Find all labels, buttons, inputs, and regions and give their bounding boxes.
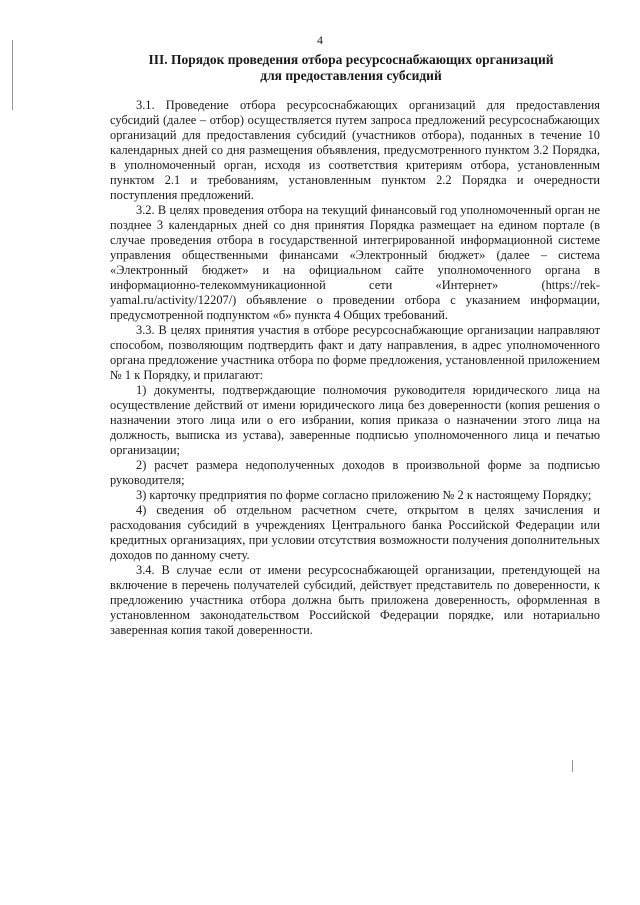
section-heading (110, 52, 592, 84)
paragraph-3-1: 3.1. Проведение отбора ресурсоснабжающих организаций для предоставления субсидий (далее – отбор) осуществляется путем запроса предложений ресурсоснабжающих организаций для предоставления субсидий (участников отбора), поданных в течение 10 календарных дней со дня размещения объявления, предусмотренного пунктом 3.2 Порядка, в уполномоченный орган, исходя из соответствия критериям отбора, установленным пунктом 2.1 и требованиям, установленным пунктом 2.2 Порядка и очередности поступления предложений. (110, 98, 600, 202)
paragraph-3-2: 3.2. В целях проведения отбора на текущий финансовый год уполномоченный орган не позднее 3 календарных дней со дня принятия Порядка размещает на едином портале (в случае проведения отбора в государственной интегрированной информационной системе управления общественными финансами «Электронный бюджет» (далее – система «Электронный бюджет» и на официальном сайте уполномоченного органа в информационно-телекоммуникационной сети «Интернет» (https://rek-yamal.ru/activity/12207/) объявление о проведении отбора с указанием информации, предусмотренной подпунктом «б» пункта 4 Общих требований. (110, 203, 600, 322)
list-item-4: 4) сведения об отдельном расчетном счете, открытом в целях зачисления и расходования субсидий в учреждениях Центрального банка Российской Федерации или кредитных организациях, при условии отсутствия возможности получения дополнительных доходов по данному счету. (110, 503, 600, 562)
scan-artifact (12, 40, 13, 110)
paragraph-3-4: 3.4. В случае если от имени ресурсоснабжающей организации, претендующей на включение в перечень получателей субсидий, действует представитель по доверенности, к предложению участника отбора должна быть приложена доверенность, оформленная в установленном законодательством Российской Федерации порядке, или нотариально заверенная копия такой доверенности. (110, 563, 600, 637)
page-number: 4 (317, 33, 323, 47)
paragraph-3-3: 3.3. В целях принятия участия в отборе ресурсоснабжающие организации направляют способом, позволяющим подтвердить факт и дату направления, в адрес уполномоченного органа предложение участника отбора по форме предложения, установленной приложением № 1 к Порядку, и прилагают: (110, 323, 600, 382)
list-item-1: 1) документы, подтверждающие полномочия руководителя юридического лица на осуществление действий от имени юридического лица без доверенности (копия решения о назначении этого лица или о его избрании, копия приказа о назначении этого лица на должность, выписка из устава), заверенные подписью уполномоченного лица и печатью организации; (110, 383, 600, 457)
section-heading-line-2: для предоставления субсидий (260, 68, 442, 83)
list-item-3: 3) карточку предприятия по форме согласно приложению № 2 к настоящему Порядку; (136, 488, 592, 502)
scan-artifact (572, 760, 573, 772)
section-heading-line-1: III. Порядок проведения отбора ресурсоснабжающих организаций (148, 52, 554, 67)
list-item-2: 2) расчет размера недополученных доходов в произвольной форме за подписью руководителя; (110, 458, 600, 487)
document-body (110, 98, 600, 638)
